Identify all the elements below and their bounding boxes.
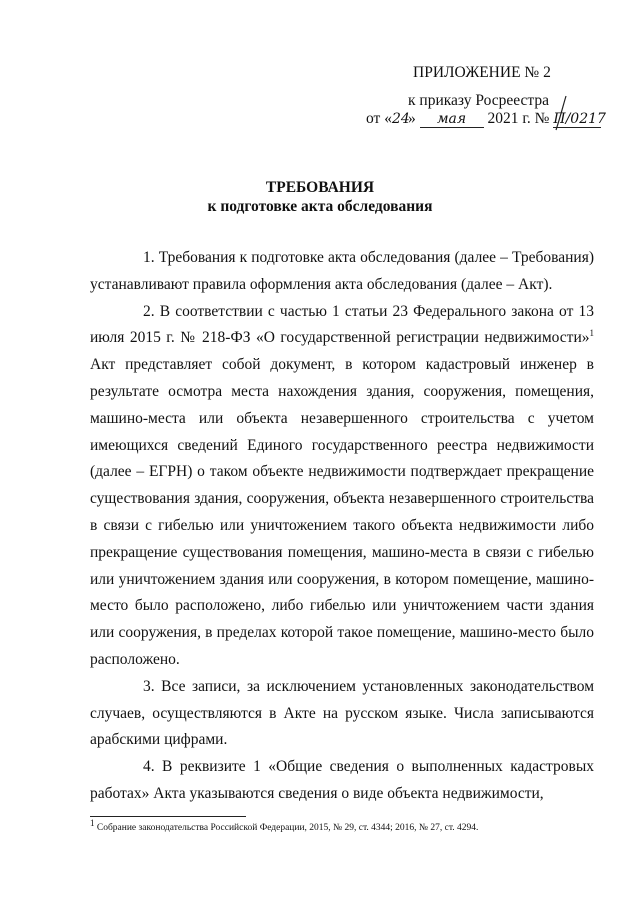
handwritten-month: мая xyxy=(420,112,484,128)
handwritten-stroke xyxy=(552,94,572,134)
date-close-quote: » xyxy=(407,110,416,127)
footnote-separator xyxy=(90,816,246,817)
handwritten-order-number: П/0217 xyxy=(553,111,606,127)
document-subtitle: к подготовке акта обследования xyxy=(207,198,433,215)
year-and-number-label: 2021 г. № xyxy=(487,110,550,127)
document-title: ТРЕБОВАНИЯ xyxy=(265,179,375,196)
document-body xyxy=(90,245,594,808)
paragraph-1: 1. Требования к подготовке акта обследования (далее – Требования) устанавливают правила оформления акта обследования (далее – Акт). xyxy=(90,249,594,293)
paragraph-2-rest: Акт представляет собой документ, в котором кадастровый инженер в результате осмотра места нахождения здания, сооружения, помещения, машино-места или объекта незавершенного строительства с учетом имеющихся сведений Единого государственного реестра недвижимости (далее – ЕГРН) о таком объекте недвижимости подтверждает прекращение существования здания, сооружения, объекта незавершенного строительства в связи с гибелью или уничтожением такого объекта недвижимости либо прекращение существования помещения, машино-места в связи с гибелью или уничтожением здания или сооружения, в котором помещение, машино-место было расположено, либо гибелью или уничтожением части здания или сооружения, в пределах которой такое помещение, машино-место было расположено. xyxy=(90,356,594,668)
footnote xyxy=(90,817,610,834)
paragraph-3: 3. Все записи, за исключением установленных законодательством случаев, осуществляются в Акте на русском языке. Числа записываются арабскими цифрами. xyxy=(90,677,594,749)
appendix-label: ПРИЛОЖЕНИЕ № 2 xyxy=(413,64,551,81)
paragraph-2 xyxy=(90,299,594,674)
handwritten-day: 24 xyxy=(391,111,410,127)
footnote-ref-marker: 1 xyxy=(589,328,594,339)
date-prefix: от « xyxy=(366,110,392,127)
footnote-text: Собрание законодательства Российской Федерации, 2015, № 29, ст. 4344; 2016, № 27, ст. 4294. xyxy=(94,823,479,833)
paragraph-4: 4. В реквизите 1 «Общие сведения о выполненных кадастровых работах» Акта указываются сведения о виде объекта недвижимости, xyxy=(90,758,594,802)
paragraph-2-start: 2. В соответствии с частью 1 статьи 23 Федерального закона от 13 июля 2015 г. № 218-ФЗ «О государственной регистрации недвижимости» xyxy=(90,302,594,347)
order-reference: к приказу Росреестра xyxy=(408,92,549,109)
footnote-number: 1 xyxy=(90,817,95,828)
